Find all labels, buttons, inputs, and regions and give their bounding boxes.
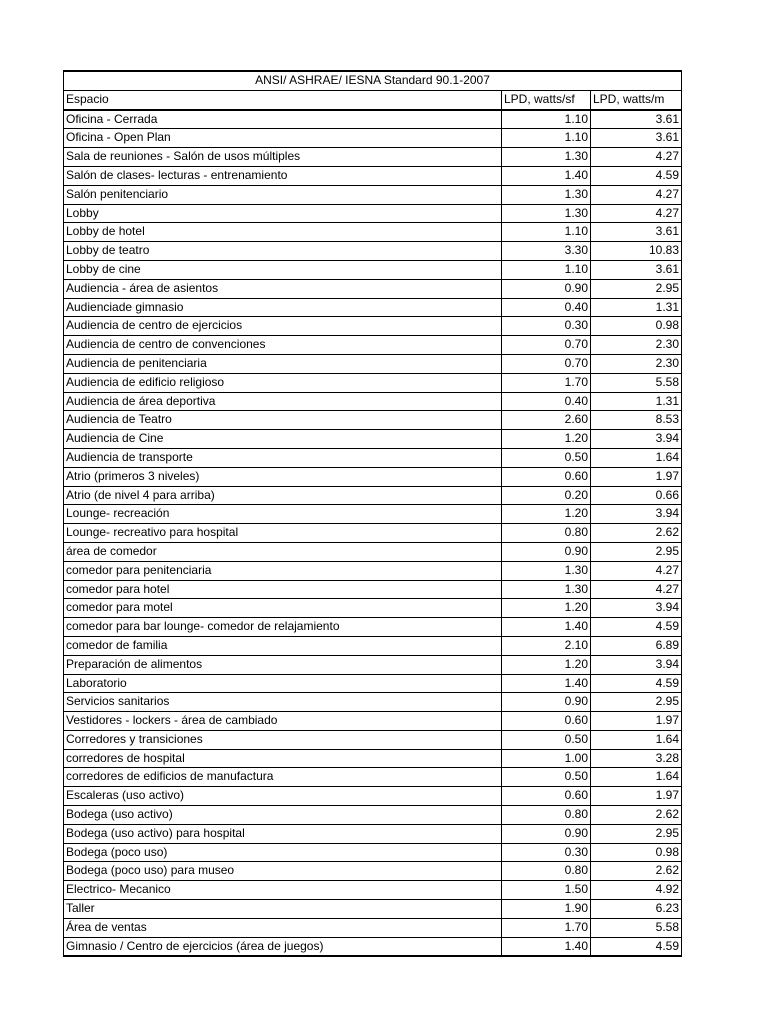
row-lpd-sf: 0.90: [502, 693, 591, 712]
table-row: [64, 298, 682, 317]
row-lpd-sf: 1.20: [502, 505, 591, 524]
row-lpd-m: 2.30: [591, 336, 682, 355]
row-lpd-m: 8.53: [591, 411, 682, 430]
table-row: [64, 937, 682, 956]
row-lpd-m: 0.98: [591, 843, 682, 862]
table-row: [64, 166, 682, 185]
row-lpd-sf: 1.10: [502, 129, 591, 148]
row-lpd-sf: 1.20: [502, 430, 591, 449]
row-lpd-sf: 0.40: [502, 392, 591, 411]
row-space-name: comedor de familia: [64, 636, 502, 655]
row-space-name: Vestidores - lockers - área de cambiado: [64, 712, 502, 731]
table-row: [64, 204, 682, 223]
row-lpd-m: 1.97: [591, 787, 682, 806]
row-space-name: Oficina - Open Plan: [64, 129, 502, 148]
table-row: [64, 336, 682, 355]
row-lpd-sf: 1.70: [502, 373, 591, 392]
row-lpd-sf: 0.90: [502, 542, 591, 561]
row-lpd-m: 1.64: [591, 768, 682, 787]
row-space-name: Bodega (uso activo) para hospital: [64, 824, 502, 843]
table-row: [64, 580, 682, 599]
table-row: [64, 129, 682, 148]
row-lpd-sf: 1.30: [502, 580, 591, 599]
row-lpd-m: 2.62: [591, 862, 682, 881]
row-lpd-sf: 1.20: [502, 599, 591, 618]
row-lpd-m: 3.61: [591, 110, 682, 129]
row-lpd-m: 2.95: [591, 824, 682, 843]
row-lpd-m: 4.27: [591, 185, 682, 204]
row-lpd-m: 6.23: [591, 900, 682, 919]
row-lpd-sf: 1.30: [502, 185, 591, 204]
table-row: [64, 900, 682, 919]
row-lpd-m: 0.66: [591, 486, 682, 505]
row-space-name: Servicios sanitarios: [64, 693, 502, 712]
row-lpd-sf: 0.50: [502, 448, 591, 467]
table-row: [64, 824, 682, 843]
table-row: [64, 373, 682, 392]
table-row: [64, 618, 682, 637]
row-lpd-sf: 1.40: [502, 618, 591, 637]
row-lpd-sf: 0.80: [502, 862, 591, 881]
row-lpd-m: 3.61: [591, 129, 682, 148]
row-space-name: área de comedor: [64, 542, 502, 561]
row-lpd-m: 2.95: [591, 279, 682, 298]
row-space-name: Salón de clases- lecturas - entrenamiento: [64, 166, 502, 185]
row-space-name: Laboratorio: [64, 674, 502, 693]
row-space-name: Sala de reuniones - Salón de usos múltiples: [64, 148, 502, 167]
row-lpd-m: 4.92: [591, 881, 682, 900]
row-space-name: Lobby: [64, 204, 502, 223]
table-row: [64, 524, 682, 543]
row-lpd-m: 0.98: [591, 317, 682, 336]
row-lpd-m: 1.97: [591, 467, 682, 486]
table-row: [64, 636, 682, 655]
table-row: [64, 242, 682, 261]
row-lpd-m: 5.58: [591, 918, 682, 937]
table-row: [64, 223, 682, 242]
row-lpd-sf: 0.20: [502, 486, 591, 505]
row-lpd-m: 4.27: [591, 148, 682, 167]
row-lpd-m: 5.58: [591, 373, 682, 392]
row-lpd-sf: 1.40: [502, 674, 591, 693]
table-row: [64, 599, 682, 618]
table-row: [64, 411, 682, 430]
header-lpd-sf: LPD, watts/sf: [502, 90, 591, 109]
row-space-name: Electrico- Mecanico: [64, 881, 502, 900]
row-lpd-sf: 1.40: [502, 937, 591, 956]
table-row: [64, 148, 682, 167]
row-lpd-m: 3.61: [591, 260, 682, 279]
table-row: [64, 279, 682, 298]
table-row: [64, 260, 682, 279]
row-space-name: Lounge- recreación: [64, 505, 502, 524]
table-row: [64, 806, 682, 825]
row-space-name: Audiencia de Teatro: [64, 411, 502, 430]
table-row: [64, 185, 682, 204]
row-lpd-sf: 1.30: [502, 204, 591, 223]
row-space-name: corredores de edificios de manufactura: [64, 768, 502, 787]
lpd-table: [63, 70, 682, 957]
table-title: ANSI/ ASHRAE/ IESNA Standard 90.1-2007: [64, 71, 682, 90]
row-lpd-sf: 0.90: [502, 279, 591, 298]
table-row: [64, 918, 682, 937]
row-space-name: Audiencia de centro de convenciones: [64, 336, 502, 355]
row-lpd-m: 3.94: [591, 599, 682, 618]
row-space-name: Lounge- recreativo para hospital: [64, 524, 502, 543]
row-space-name: Audiencia - área de asientos: [64, 279, 502, 298]
row-lpd-sf: 1.50: [502, 881, 591, 900]
table-row: [64, 674, 682, 693]
table-row: [64, 862, 682, 881]
row-lpd-m: 4.59: [591, 937, 682, 956]
row-lpd-m: 2.95: [591, 693, 682, 712]
row-space-name: Salón penitenciario: [64, 185, 502, 204]
row-space-name: Preparación de alimentos: [64, 655, 502, 674]
row-space-name: Corredores y transiciones: [64, 730, 502, 749]
row-space-name: Bodega (poco uso) para museo: [64, 862, 502, 881]
row-lpd-sf: 0.60: [502, 467, 591, 486]
row-lpd-sf: 1.10: [502, 223, 591, 242]
row-lpd-m: 2.30: [591, 354, 682, 373]
header-espacio: Espacio: [64, 90, 502, 109]
row-lpd-sf: 1.70: [502, 918, 591, 937]
row-lpd-sf: 1.10: [502, 110, 591, 129]
table-row: [64, 448, 682, 467]
table-row: [64, 467, 682, 486]
table-row: [64, 486, 682, 505]
table-body: [64, 110, 682, 957]
row-space-name: Oficina - Cerrada: [64, 110, 502, 129]
row-lpd-sf: 1.30: [502, 148, 591, 167]
header-row: [64, 90, 682, 109]
row-lpd-sf: 2.60: [502, 411, 591, 430]
row-space-name: Atrio (de nivel 4 para arriba): [64, 486, 502, 505]
title-row: [64, 71, 682, 90]
row-lpd-m: 6.89: [591, 636, 682, 655]
row-lpd-m: 1.31: [591, 298, 682, 317]
row-lpd-sf: 1.40: [502, 166, 591, 185]
row-lpd-sf: 0.30: [502, 317, 591, 336]
row-lpd-sf: 0.50: [502, 730, 591, 749]
row-lpd-sf: 0.60: [502, 712, 591, 731]
row-lpd-m: 2.95: [591, 542, 682, 561]
table-row: [64, 749, 682, 768]
row-lpd-m: 1.97: [591, 712, 682, 731]
row-space-name: Lobby de teatro: [64, 242, 502, 261]
row-lpd-m: 1.31: [591, 392, 682, 411]
header-lpd-m: LPD, watts/m: [591, 90, 682, 109]
row-lpd-sf: 1.30: [502, 561, 591, 580]
row-space-name: Área de ventas: [64, 918, 502, 937]
table-row: [64, 110, 682, 129]
row-space-name: Lobby de cine: [64, 260, 502, 279]
row-lpd-m: 4.59: [591, 166, 682, 185]
row-lpd-sf: 1.10: [502, 260, 591, 279]
table-row: [64, 787, 682, 806]
row-lpd-sf: 0.90: [502, 824, 591, 843]
row-lpd-sf: 3.30: [502, 242, 591, 261]
table-row: [64, 843, 682, 862]
row-space-name: Bodega (poco uso): [64, 843, 502, 862]
row-lpd-m: 3.61: [591, 223, 682, 242]
row-lpd-m: 4.27: [591, 580, 682, 599]
table-row: [64, 881, 682, 900]
row-space-name: Taller: [64, 900, 502, 919]
table-row: [64, 392, 682, 411]
row-space-name: Audiencia de centro de ejercicios: [64, 317, 502, 336]
row-lpd-sf: 0.80: [502, 524, 591, 543]
row-space-name: Audiencia de transporte: [64, 448, 502, 467]
row-space-name: comedor para penitenciaria: [64, 561, 502, 580]
row-space-name: Gimnasio / Centro de ejercicios (área de juegos): [64, 937, 502, 956]
table-row: [64, 354, 682, 373]
row-lpd-m: 3.28: [591, 749, 682, 768]
row-space-name: corredores de hospital: [64, 749, 502, 768]
table-row: [64, 430, 682, 449]
row-lpd-m: 2.62: [591, 806, 682, 825]
row-lpd-m: 1.64: [591, 730, 682, 749]
row-lpd-sf: 0.80: [502, 806, 591, 825]
row-space-name: Bodega (uso activo): [64, 806, 502, 825]
row-lpd-m: 3.94: [591, 430, 682, 449]
row-lpd-sf: 1.00: [502, 749, 591, 768]
table-row: [64, 712, 682, 731]
row-space-name: Audiencia de penitenciaria: [64, 354, 502, 373]
row-lpd-m: 4.27: [591, 204, 682, 223]
row-lpd-m: 4.59: [591, 674, 682, 693]
row-lpd-m: 3.94: [591, 505, 682, 524]
row-lpd-m: 1.64: [591, 448, 682, 467]
table-row: [64, 542, 682, 561]
row-lpd-m: 4.59: [591, 618, 682, 637]
row-space-name: comedor para bar lounge- comedor de relajamiento: [64, 618, 502, 637]
row-lpd-sf: 0.70: [502, 354, 591, 373]
row-space-name: Atrio (primeros 3 niveles): [64, 467, 502, 486]
table-row: [64, 655, 682, 674]
row-lpd-m: 3.94: [591, 655, 682, 674]
row-lpd-sf: 1.90: [502, 900, 591, 919]
table-row: [64, 768, 682, 787]
row-space-name: comedor para hotel: [64, 580, 502, 599]
row-space-name: Audiencia de área deportiva: [64, 392, 502, 411]
row-space-name: comedor para motel: [64, 599, 502, 618]
row-space-name: Audienciade gimnasio: [64, 298, 502, 317]
row-space-name: Audiencia de edificio religioso: [64, 373, 502, 392]
table-row: [64, 561, 682, 580]
table-row: [64, 505, 682, 524]
row-lpd-sf: 2.10: [502, 636, 591, 655]
row-space-name: Escaleras (uso activo): [64, 787, 502, 806]
row-lpd-sf: 0.70: [502, 336, 591, 355]
row-space-name: Lobby de hotel: [64, 223, 502, 242]
table-row: [64, 317, 682, 336]
row-lpd-sf: 0.30: [502, 843, 591, 862]
row-lpd-sf: 0.40: [502, 298, 591, 317]
row-lpd-m: 2.62: [591, 524, 682, 543]
table-row: [64, 730, 682, 749]
row-lpd-sf: 0.50: [502, 768, 591, 787]
row-lpd-sf: 0.60: [502, 787, 591, 806]
row-space-name: Audiencia de Cine: [64, 430, 502, 449]
row-lpd-m: 10.83: [591, 242, 682, 261]
row-lpd-m: 4.27: [591, 561, 682, 580]
table-row: [64, 693, 682, 712]
row-lpd-sf: 1.20: [502, 655, 591, 674]
